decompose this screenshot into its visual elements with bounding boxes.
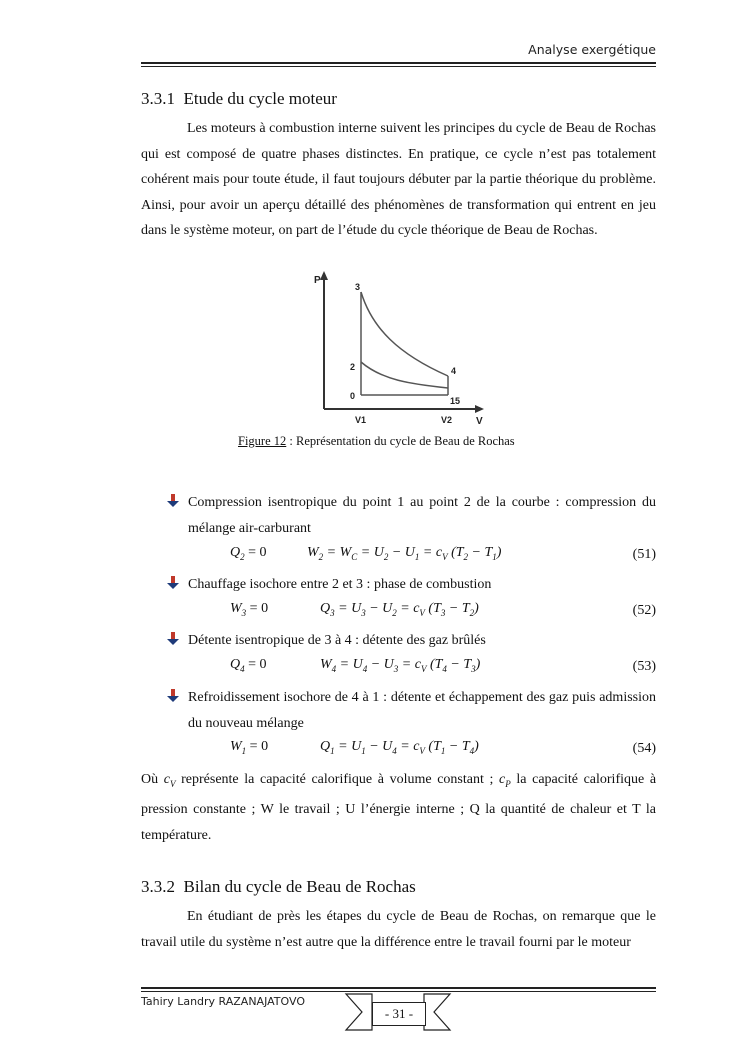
arrow-bullet-icon [166, 494, 180, 508]
list-item-heating [166, 572, 656, 598]
point-label-15: 15 [450, 396, 461, 406]
step-text: Refroidissement isochore de 4 à 1 : détente et échappement des gaz puis admission du nouveau mélange [188, 690, 656, 731]
section-title: Bilan du cycle de Beau de Rochas [183, 877, 416, 896]
section-paragraph: En étudiant de près les étapes du cycle de Beau de Rochas, on remarque que le travail utile du système n’est autre que la différence entre le travail fourni par le moteur [141, 909, 656, 950]
section-title: Etude du cycle moteur [183, 89, 337, 108]
equation-number-51: (51) [632, 547, 656, 562]
list-item-cooling [166, 685, 656, 736]
arrow-bullet-icon [166, 576, 180, 590]
equation-number-52: (52) [632, 603, 656, 618]
figure-label: Figure 12 [238, 434, 287, 448]
pv-diagram [310, 268, 485, 430]
point-label-4: 4 [451, 366, 457, 376]
list-item-compression [166, 490, 656, 541]
point-label-2: 2 [350, 362, 356, 372]
v1-label: V1 [355, 415, 367, 425]
definitions-rest: la capacité calorifique à pression constante ; W le travail ; U l’énergie interne ; Q la quantité de chaleur et T la température. [141, 772, 657, 843]
equation-number-53: (53) [632, 659, 656, 674]
cv-symbol: $c_V$ [163, 772, 176, 789]
section-number: 3.3.1 [141, 89, 175, 108]
section-heading-332 [141, 877, 416, 897]
equation-q2: $Q_2 = 0$ [230, 545, 267, 562]
equation-w3: $W_3 = 0$ [230, 601, 269, 618]
page-number: - 31 - [372, 1002, 426, 1026]
step-text: Détente isentropique de 3 à 4 : détente des gaz brûlés [188, 633, 486, 648]
equation-w2: $W_2 = W_C = U_2 - U_1 = c_V$ $(T_2 - T_1)$ [307, 545, 502, 562]
step-text: Compression isentropique du point 1 au point 2 de la courbe : compression du mélange air-carburant [188, 495, 656, 536]
equation-q1: $Q_1 = U_1 - U_4 = c_V$ $(T_1 - T_4)$ [320, 739, 479, 756]
definitions-lead: Où [141, 772, 159, 787]
cp-symbol: $c_P$ [499, 772, 511, 789]
definitions-cv: représente la capacité calorifique à volume constant ; [181, 772, 494, 787]
v2-label: V2 [441, 415, 453, 425]
arrow-bullet-icon [166, 689, 180, 703]
header-rule [141, 62, 656, 64]
figure-caption [238, 434, 515, 449]
equation-w1: $W_1 = 0$ [230, 739, 269, 756]
list-item-expansion [166, 628, 656, 654]
step-text: Chauffage isochore entre 2 et 3 : phase de combustion [188, 577, 492, 592]
point-label-0: 0 [350, 391, 356, 401]
x-axis-label: V [476, 416, 483, 427]
point-label-3: 3 [355, 282, 361, 292]
equation-number-54: (54) [632, 741, 656, 756]
figure-caption-text: : Représentation du cycle de Beau de Rochas [286, 434, 515, 448]
equation-q3: $Q_3 = U_3 - U_2 = c_V$ $(T_3 - T_2)$ [320, 601, 479, 618]
section-number: 3.3.2 [141, 877, 175, 896]
definitions-paragraph [141, 767, 656, 848]
section-heading-331 [141, 89, 337, 109]
y-axis-label: P [314, 275, 321, 286]
equation-w4: $W_4 = U_4 - U_3 = c_V$ $(T_4 - T_3)$ [320, 657, 481, 674]
footer-author: Tahiry Landry RAZANAJATOVO [141, 995, 305, 1008]
section-paragraph: Les moteurs à combustion interne suivent les principes du cycle de Beau de Rochas qui est composé de quatre phases distinctes. En pratique, ce cycle n’est pas totalement cohérent mais pour toute étude, il faut toujours débuter par la partie théorique du problème. Ainsi, pour avoir un aperçu détaillé des phénomènes de transformation qui entrent en jeu dans le système moteur, on part de l’étude du cycle théorique de Beau de Rochas. [141, 121, 656, 238]
header-rule-thin [141, 66, 656, 67]
footer-rule [141, 987, 656, 989]
arrow-bullet-icon [166, 632, 180, 646]
equation-q4: $Q_4 = 0$ [230, 657, 267, 674]
running-header: Analyse exergétique [528, 42, 656, 57]
